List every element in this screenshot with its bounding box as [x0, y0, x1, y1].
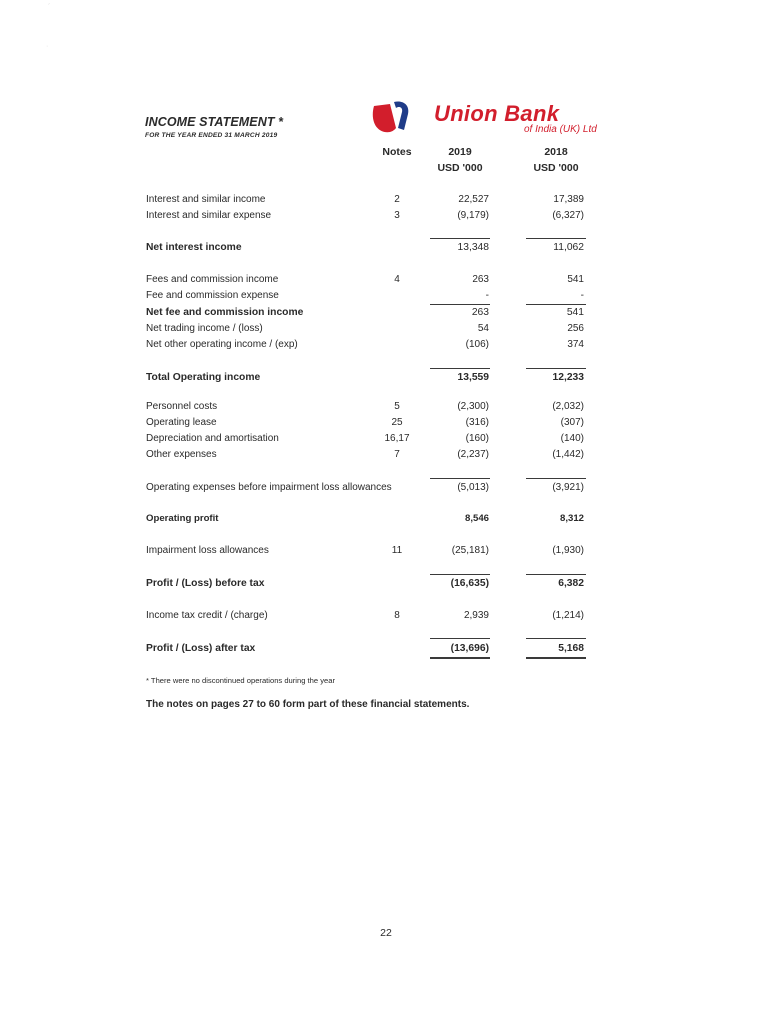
statement-title: INCOME STATEMENT *	[145, 115, 284, 129]
total-rule	[430, 638, 490, 639]
column-unit-2018: USD '000	[533, 162, 579, 174]
row-value-2018: 541	[566, 307, 584, 318]
row-value-2019: (2,237)	[457, 449, 489, 460]
row-value-2019: 22,527	[458, 194, 489, 205]
row-value-2019: (106)	[465, 339, 489, 350]
scan-mark: ´	[48, 4, 51, 11]
row-value-2019: 13,559	[457, 372, 489, 383]
row-label: Total Operating income	[146, 372, 261, 383]
total-rule	[430, 574, 490, 575]
table-row	[0, 545, 768, 561]
table-row-total	[0, 578, 768, 594]
row-value-2019: 8,546	[464, 513, 489, 524]
row-value-2019: 2,939	[463, 610, 489, 621]
subtotal-rule	[430, 478, 490, 479]
row-label: Net other operating income / (exp)	[146, 339, 298, 350]
row-value-2018: 12,233	[552, 372, 584, 383]
row-value-2018: (6,327)	[552, 210, 584, 221]
total-rule	[526, 638, 586, 639]
row-label: Profit / (Loss) before tax	[146, 578, 265, 589]
column-unit-2019: USD '000	[437, 162, 483, 174]
row-note: 16,17	[384, 433, 410, 444]
subtotal-rule	[526, 238, 586, 239]
row-note: 7	[394, 449, 400, 460]
double-underline	[526, 657, 586, 659]
row-label: Other expenses	[146, 449, 217, 460]
table-row	[0, 401, 768, 417]
scan-mark: ·	[46, 43, 49, 50]
table-row	[0, 210, 768, 226]
row-value-2019: 263	[471, 307, 489, 318]
total-rule	[526, 368, 586, 369]
column-header-year-2018: 2018	[544, 146, 568, 158]
row-label: Net interest income	[146, 242, 242, 253]
row-value-2019: 263	[472, 274, 489, 285]
row-value-2018: 11,062	[553, 242, 584, 253]
row-label: Impairment loss allowances	[146, 545, 269, 556]
table-row	[0, 339, 768, 355]
total-rule	[526, 574, 586, 575]
table-row	[0, 449, 768, 465]
row-value-2018: (140)	[560, 433, 584, 444]
table-row	[0, 610, 768, 626]
row-value-2019: (13,696)	[450, 643, 489, 654]
row-value-2019: (2,300)	[457, 401, 489, 412]
row-value-2019: (316)	[465, 417, 489, 428]
row-value-2018: 17,389	[553, 194, 584, 205]
table-row-total	[0, 372, 768, 388]
row-value-2018: (1,214)	[552, 610, 584, 621]
subtotal-rule	[526, 304, 586, 305]
row-value-2019: (160)	[465, 433, 489, 444]
row-value-2018: (2,032)	[552, 401, 584, 412]
subtotal-rule	[430, 304, 490, 305]
row-note: 25	[391, 417, 403, 428]
row-value-2018: (1,442)	[552, 449, 584, 460]
table-row-total	[0, 643, 768, 659]
row-value-2019: (16,635)	[450, 578, 489, 589]
row-value-2018: -	[580, 290, 584, 301]
table-row	[0, 417, 768, 433]
notes-statement: The notes on pages 27 to 60 form part of these financial statements.	[146, 699, 470, 710]
column-header-year-2019: 2019	[448, 146, 472, 158]
row-value-2018: (307)	[560, 417, 584, 428]
bank-logo	[368, 98, 428, 138]
table-row	[0, 433, 768, 449]
row-label: Operating lease	[146, 417, 217, 428]
statement-period: FOR THE YEAR ENDED 31 MARCH 2019	[145, 132, 278, 139]
page-number: 22	[380, 927, 392, 939]
row-value-2018: 374	[567, 339, 584, 350]
row-label: Operating profit	[146, 513, 219, 524]
table-row	[0, 194, 768, 210]
union-bank-u-logo-icon	[368, 98, 428, 138]
row-value-2018: 6,382	[558, 578, 584, 589]
row-value-2019: (9,179)	[457, 210, 489, 221]
row-value-2018: 256	[567, 323, 584, 334]
table-row-subtotal	[0, 307, 768, 323]
row-value-2018: 5,168	[558, 643, 584, 654]
row-value-2019: -	[485, 290, 489, 301]
row-note: 5	[394, 401, 400, 412]
row-label: Fee and commission expense	[146, 290, 279, 301]
row-value-2018: 8,312	[559, 513, 584, 524]
row-label: Fees and commission income	[146, 274, 279, 285]
row-label: Income tax credit / (charge)	[146, 610, 268, 621]
row-label: Net fee and commission income	[146, 307, 304, 318]
footnote: * There were no discontinued operations during the year	[146, 676, 335, 685]
table-row	[0, 323, 768, 339]
table-row	[0, 290, 768, 306]
row-label: Depreciation and amortisation	[146, 433, 279, 444]
row-value-2018: 541	[567, 274, 584, 285]
table-row-subtotal	[0, 482, 768, 498]
subtotal-rule	[526, 478, 586, 479]
row-note: 8	[394, 610, 400, 621]
row-value-2019: (5,013)	[457, 482, 489, 493]
row-note: 3	[394, 210, 400, 221]
row-value-2019: 13,348	[457, 242, 489, 253]
row-value-2019: 54	[477, 323, 489, 334]
column-header-notes: Notes	[382, 146, 412, 158]
row-note: 4	[394, 274, 400, 285]
row-value-2019: (25,181)	[451, 545, 489, 556]
double-underline	[430, 657, 490, 659]
table-row	[0, 274, 768, 290]
table-row-total	[0, 513, 768, 529]
row-label: Interest and similar expense	[146, 210, 272, 221]
row-label: Personnel costs	[146, 401, 218, 412]
row-note: 11	[391, 545, 403, 556]
bank-name: Union Bank	[434, 101, 560, 126]
row-label: Interest and similar income	[146, 194, 266, 205]
row-label: Profit / (Loss) after tax	[146, 643, 256, 654]
row-note: 2	[394, 194, 400, 205]
total-rule	[430, 368, 490, 369]
row-value-2018: (3,921)	[552, 482, 584, 493]
bank-subname: of India (UK) Ltd	[524, 124, 597, 135]
row-label: Operating expenses before impairment loss allowances	[146, 482, 392, 493]
subtotal-rule	[430, 238, 490, 239]
row-value-2018: (1,930)	[552, 545, 584, 556]
row-label: Net trading income / (loss)	[146, 323, 263, 334]
table-row-subtotal	[0, 242, 768, 258]
